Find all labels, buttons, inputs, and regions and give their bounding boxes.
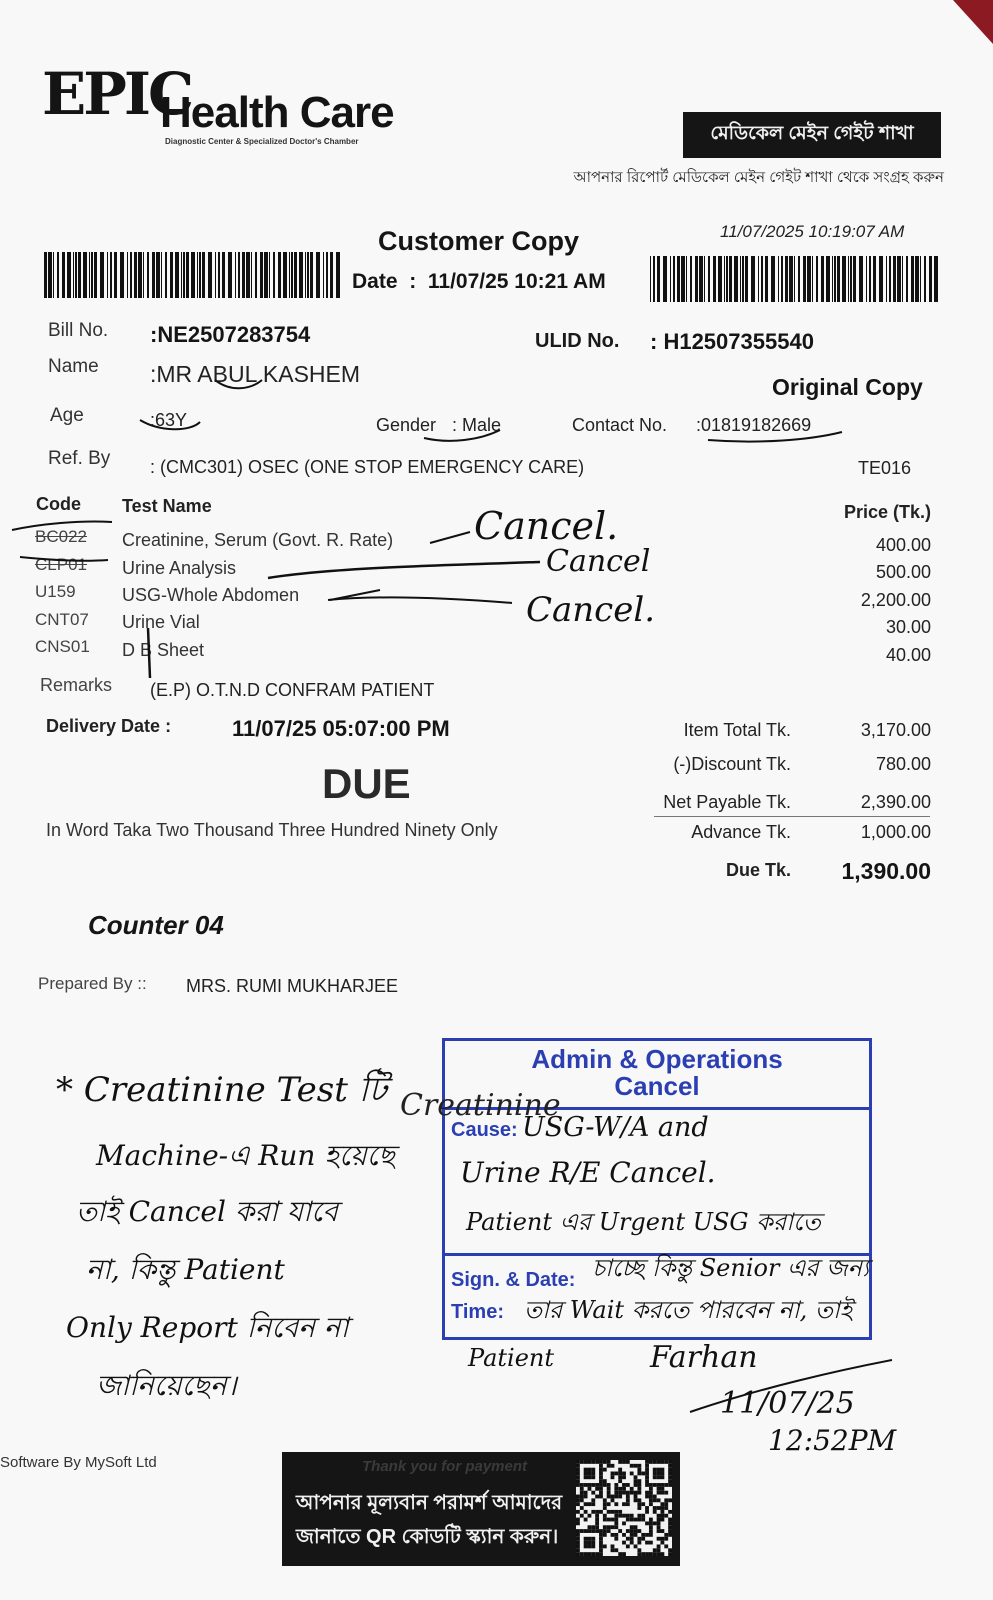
test-name: USG-Whole Abdomen bbox=[122, 585, 300, 605]
feedback-banner bbox=[282, 1452, 680, 1566]
bill-no-value: :NE2507283754 bbox=[150, 322, 311, 347]
counter-label: Counter 04 bbox=[88, 910, 224, 940]
handwritten-cause: Patient bbox=[468, 1344, 555, 1372]
original-copy: Original Copy bbox=[772, 374, 923, 400]
stamp-sign-label: Sign. & Date: bbox=[451, 1269, 576, 1291]
test-price: 30.00 bbox=[885, 617, 931, 637]
test-price: 400.00 bbox=[875, 535, 931, 555]
logo-tagline: Diagnostic Center & Specialized Doctor's Chamber bbox=[165, 137, 359, 146]
amount-in-word: In Word Taka Two Thousand Three Hundred Ninety Only bbox=[46, 820, 498, 840]
name-value: :MR ABUL KASHEM bbox=[150, 361, 361, 387]
remarks-label: Remarks bbox=[40, 675, 113, 695]
logo-health-care: Health Care bbox=[160, 88, 394, 137]
date-line: Date : 11/07/25 10:21 AM bbox=[352, 270, 606, 293]
stamp-time-label: Time: bbox=[451, 1301, 504, 1323]
advance-label: Advance Tk. bbox=[691, 822, 791, 842]
handwritten-cancel-2: Cancel bbox=[546, 544, 651, 579]
handwritten-cause: চাচ্ছে কিন্তু Senior এর জন্য bbox=[592, 1254, 869, 1282]
col-code: Code bbox=[36, 494, 81, 514]
col-test-name: Test Name bbox=[122, 496, 212, 516]
contact-label: Contact No. bbox=[572, 415, 668, 435]
test-code: CLP01 bbox=[35, 555, 87, 574]
handwritten-cause: Patient এর Urgent USG করাতে bbox=[466, 1208, 821, 1236]
discount-label: (-)Discount Tk. bbox=[673, 754, 791, 774]
date-label: Date bbox=[352, 270, 398, 293]
handwritten-note: Machine-এ Run হয়েছে bbox=[96, 1139, 396, 1172]
qr-code[interactable] bbox=[576, 1460, 672, 1556]
handwritten-signature: Farhan bbox=[650, 1340, 758, 1375]
corner-mark bbox=[943, 0, 993, 50]
prepared-by-value: MRS. RUMI MUKHARJEE bbox=[186, 976, 399, 996]
ref-label: Ref. By bbox=[48, 448, 111, 469]
payment-status: DUE bbox=[322, 760, 411, 807]
prepared-by-label: Prepared By :: bbox=[38, 974, 147, 993]
col-price: Price (Tk.) bbox=[843, 502, 931, 522]
stamp-title: Admin & Operations bbox=[531, 1044, 783, 1074]
test-code: BC022 bbox=[35, 527, 87, 546]
handwritten-note: না, কিন্তু Patient bbox=[86, 1253, 285, 1286]
doc-title: Customer Copy bbox=[378, 226, 580, 256]
branch-note: আপনার রিপোর্ট মেডিকেল মেইন গেইট শাখা থেকে সংগ্রহ করুন bbox=[573, 169, 944, 186]
advance-value: 1,000.00 bbox=[860, 822, 931, 842]
due-label: Due Tk. bbox=[725, 860, 791, 880]
handwritten-cause: তার Wait করতে পারবেন না, তাই bbox=[524, 1296, 853, 1324]
remarks-value: (E.P) O.T.N.D CONFRAM PATIENT bbox=[150, 680, 435, 700]
item-total-value: 3,170.00 bbox=[860, 720, 931, 740]
discount-value: 780.00 bbox=[875, 754, 931, 774]
test-code: CNS01 bbox=[35, 637, 90, 656]
ulid-value: : H12507355540 bbox=[650, 329, 814, 354]
date-value: 11/07/25 10:21 AM bbox=[427, 270, 606, 293]
handwritten-note: Only Report নিবেন না bbox=[66, 1311, 349, 1344]
thank-you-text: Thank you for payment bbox=[362, 1458, 528, 1475]
test-price: 40.00 bbox=[885, 645, 931, 665]
handwritten-cancel-1: Cancel. bbox=[474, 504, 619, 548]
stamp-cause-label: Cause: bbox=[451, 1119, 518, 1141]
net-payable-value: 2,390.00 bbox=[860, 792, 931, 812]
age-label: Age bbox=[50, 405, 84, 426]
ref-value: : (CMC301) OSEC (ONE STOP EMERGENCY CARE) bbox=[150, 457, 585, 477]
name-label: Name bbox=[48, 356, 99, 377]
handwritten-note: জানিয়েছেন। bbox=[96, 1369, 237, 1402]
delivery-label: Delivery Date : bbox=[46, 716, 172, 736]
test-name: Creatinine, Serum (Govt. R. Rate) bbox=[122, 530, 394, 550]
due-value: 1,390.00 bbox=[841, 858, 931, 884]
test-price: 2,200.00 bbox=[860, 590, 931, 610]
gender-value: : Male bbox=[452, 415, 502, 435]
handwritten-note: * Creatinine Test টি bbox=[56, 1070, 387, 1110]
software-credit: Software By MySoft Ltd bbox=[0, 1454, 157, 1471]
handwritten-cause: USG-W/A and bbox=[522, 1112, 709, 1143]
handwritten-cancel-3: Cancel. bbox=[526, 590, 656, 630]
qr-feedback-message: আপনার মূল্যবান পরামর্শ আমাদের জানাতে QR কোডটি স্ক্যান করুন। bbox=[296, 1492, 563, 1548]
contact-value: :01819182669 bbox=[696, 415, 812, 435]
ulid-label: ULID No. bbox=[535, 330, 620, 352]
test-name: Urine Analysis bbox=[122, 558, 237, 578]
test-name: D B Sheet bbox=[122, 640, 205, 660]
logo-epic: EPIC bbox=[42, 60, 192, 128]
test-code: CNT07 bbox=[35, 610, 89, 629]
bill-no-label: Bill No. bbox=[48, 320, 109, 341]
handwritten-note: তাই Cancel করা যাবে bbox=[76, 1195, 338, 1228]
gender-label: Gender bbox=[376, 415, 437, 435]
test-name: Urine Vial bbox=[122, 612, 200, 632]
ref-code: TE016 bbox=[858, 458, 912, 478]
print-timestamp: 11/07/2025 10:19:07 AM bbox=[720, 222, 905, 241]
handwritten-sign-date: 11/07/25 bbox=[720, 1386, 855, 1421]
branch-label: মেডিকেল মেইন গেইট শাখা bbox=[710, 123, 914, 144]
handwritten-sign-time: 12:52PM bbox=[768, 1424, 897, 1457]
item-total-label: Item Total Tk. bbox=[683, 720, 791, 740]
test-code: U159 bbox=[35, 582, 76, 601]
handwritten-cause: Urine R/E Cancel. bbox=[460, 1156, 716, 1189]
test-price: 500.00 bbox=[875, 562, 931, 582]
handwritten-overlap: Creatinine bbox=[400, 1088, 561, 1123]
net-payable-label: Net Payable Tk. bbox=[663, 792, 791, 812]
age-value: :63Y bbox=[150, 410, 188, 430]
stamp-subtitle: Cancel bbox=[614, 1071, 700, 1101]
delivery-value: 11/07/25 05:07:00 PM bbox=[232, 716, 450, 741]
